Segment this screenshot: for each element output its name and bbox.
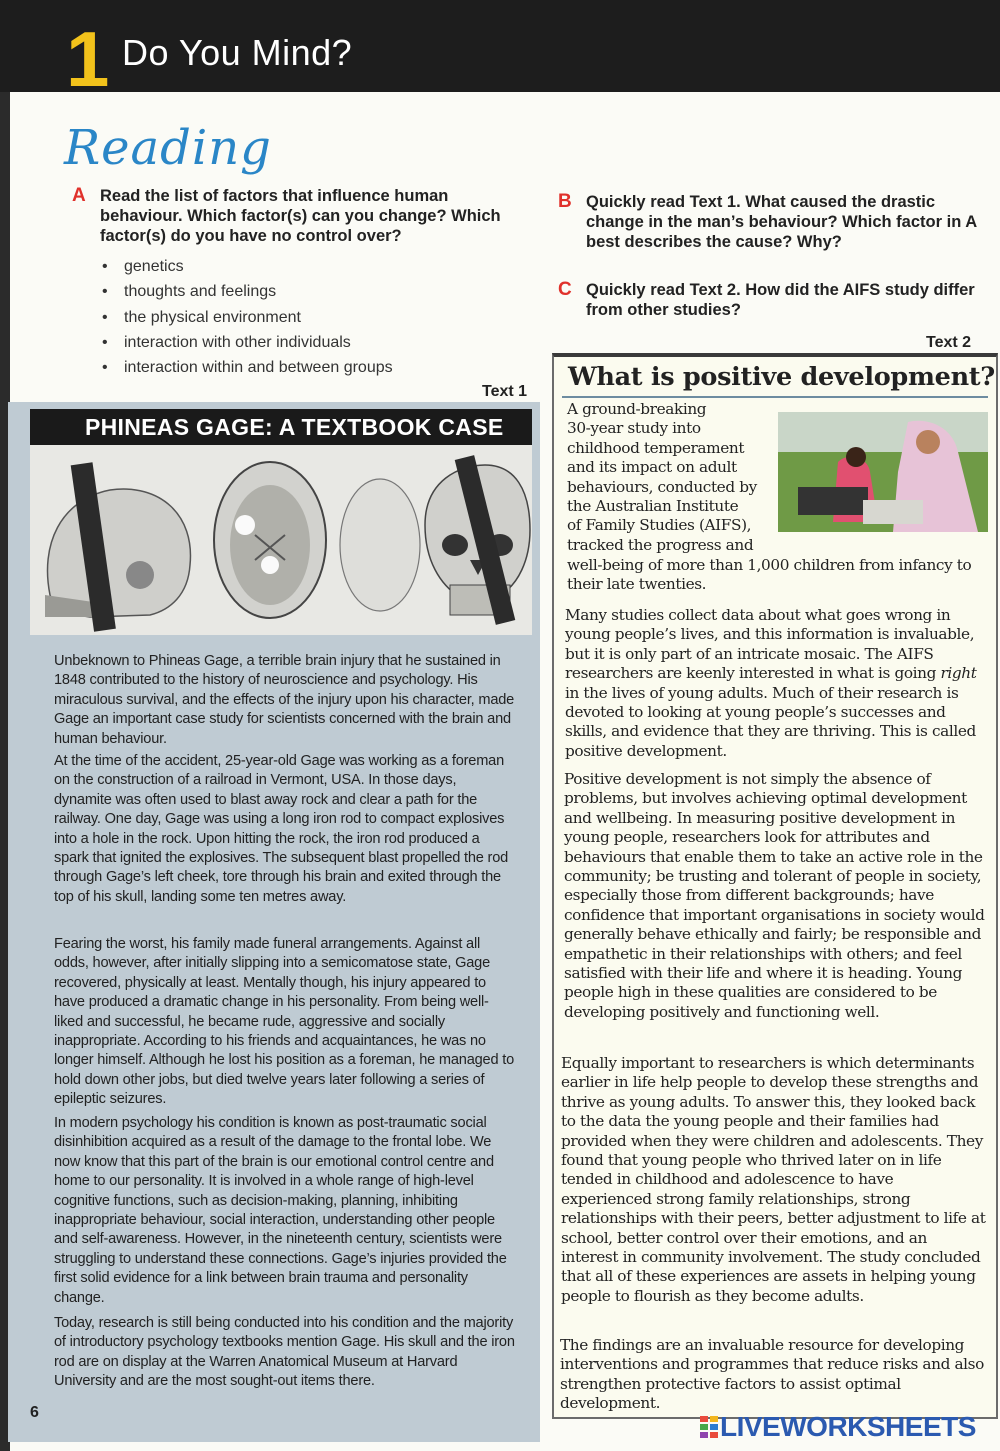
factor-list <box>100 254 393 380</box>
intro-line: of Family Studies (AIFS), <box>567 516 752 535</box>
watermark-text: LIVEWORKSHEETS <box>720 1411 976 1442</box>
emphasis: right <box>940 664 977 683</box>
page-number: 6 <box>30 1404 39 1421</box>
question-text: Quickly read Text 2. How did the AIFS study differ from other studies? <box>586 281 975 319</box>
text1-title: PHINEAS GAGE: A TEXTBOOK CASE <box>30 409 532 445</box>
skull-illustration <box>30 445 532 635</box>
text1-paragraph: Unbeknown to Phineas Gage, a terrible brain injury that he sustained in 1848 contributed to the history of neuroscience and psychology. His miraculous survival, and the effects of the injury upon his character, made Gage an important case study for scientists concerned with the brain and human behaviour. <box>54 653 515 747</box>
skull-drawings <box>30 445 532 635</box>
intro-line: tracked the progress and <box>567 535 754 554</box>
list-item: • genetics <box>100 254 393 279</box>
question-letter: B <box>558 191 572 212</box>
text1-paragraph: At the time of the accident, 25-year-old Gage was working as a foreman on the construction of a railroad in Vermont, USA. In those days, dynamite was often used to blast away rock and clear a path for the railway. One day, Gage was using a long iron rod to compact explosives into a hole in the rock. Upon hitting the rock, the iron rod produced a spark that ignited the explosives. The subsequent blast propelled the rod through Gage’s left cheek, tore through his brain and exited through the top of his skull, landing some ten metres away. <box>54 753 509 905</box>
text2-intro <box>567 400 772 555</box>
question-text: Read the list of factors that influence human behaviour. Which factor(s) can you change? Which factor(s) do you have no control over? <box>100 187 501 245</box>
intro-line: behaviours, conducted by <box>567 477 757 496</box>
intro-line: 30-year study into <box>567 419 701 438</box>
text2-paragraph <box>565 606 989 761</box>
text-run: Many studies collect data about what goes wrong in young people’s lives, and this information is invaluable, but it is only part of an intricate mosaic. The AIFS researchers are keenly interested in what is going <box>565 606 975 683</box>
chapter-number: 1 <box>66 15 110 103</box>
skull-top-view <box>214 462 326 618</box>
mother-child-photo <box>778 412 988 532</box>
question-text: Quickly read Text 1. What caused the drastic change in the man’s behaviour? Which factor in A best describes the cause? Why? <box>586 193 977 251</box>
text2-intro-rest: well-being of more than 1,000 children from infancy to their late twenties. <box>567 556 972 594</box>
title-divider <box>562 396 988 398</box>
text1-label: Text 1 <box>482 383 528 400</box>
text1-paragraph: Fearing the worst, his family made funeral arrangements. Against all odds, however, after initially slipping into a semicomatose state, Gage recovered, physically at least. Mentally though, his injury appeared to have produced a dramatic change in his personality. From being well-liked and successful, he became rude, aggressive and socially inappropriate. According to his friends and acquaintances, he was no longer himself. Although he lost his position as a foreman, he managed to hold down other jobs, but died twelve years later following a series of epileptic seizures. <box>54 936 514 1108</box>
question-letter: C <box>558 279 572 300</box>
list-item: • thoughts and feelings <box>100 279 393 304</box>
text2-paragraph: Equally important to researchers is which determinants earlier in life help people to develop these strengths and thrive as young adults. To answer this, they looked back to the data the young people and their families had provided when they were children and adolescents. They found that young people who thrived later on in life tended in childhood and adolescence to have experienced strong family relationships, strong relationships with their peers, better adjustment to life at school, better control over their emotions, and an interest in community involvement. The study concluded that all of these experiences are assets in helping young people to flourish as they become adults. <box>561 1054 986 1305</box>
intro-line: A ground-breaking <box>567 400 707 418</box>
text2-paragraph: Positive development is not simply the absence of problems, but involves achieving optimal development and wellbeing. In measuring positive development in young people, researchers look for attributes and behaviours that enable them to take an active role in the community; be trusting and tolerant of people in society, especially those from different backgrounds; have confidence that important organisations in society would generally behave ethically and fairly; be responsible and empathetic in their relationships with others; and feel satisfied with their life and where it is heading. Young people high in these qualities are considered to be developing positively and functioning well. <box>564 770 985 1021</box>
list-item: • interaction within and between groups <box>100 355 393 380</box>
photo-illustration <box>778 412 988 532</box>
text2-paragraph: The findings are an invaluable resource for developing interventions and programmes that reduce risks and also strengthen protective factors to assist optimal development. <box>560 1336 984 1413</box>
skull-cranium-view <box>340 479 420 611</box>
watermark <box>700 1410 1000 1444</box>
section-title: Reading <box>64 120 272 176</box>
text2-label: Text 2 <box>926 334 972 351</box>
list-item: • the physical environment <box>100 305 393 330</box>
text-run: in the lives of young adults. Much of their research is devoted to looking at young people’s successes and skills, and evidence that they are thriving. This is called positive development. <box>565 683 976 760</box>
question-letter: A <box>72 185 86 206</box>
text2-title: What is positive development? <box>568 362 995 392</box>
liveworksheets-logo-icon <box>700 1416 718 1438</box>
chapter-title: Do You Mind? <box>122 32 353 73</box>
intro-line: the Australian Institute <box>567 497 739 516</box>
chapter-header <box>0 0 1000 103</box>
question-a <box>72 185 530 246</box>
intro-line: childhood temperament <box>567 438 745 457</box>
question-c <box>558 279 976 320</box>
list-item: • interaction with other individuals <box>100 330 393 355</box>
question-b <box>558 191 986 252</box>
intro-line: and its impact on adult <box>567 458 737 477</box>
text1-paragraph: Today, research is still being conducted into his condition and the majority of introductory psychology textbooks mention Gage. His skull and the iron rod are on display at the Warren Anatomical Museum at Harvard University and are the most sought-out items there. <box>54 1315 515 1390</box>
text1-paragraph: In modern psychology his condition is known as post-traumatic social disinhibition acquired as a result of the damage to the frontal lobe. We now know that this part of the brain is our emotional control centre and home to our personality. It is involved in a whole range of high-level cognitive functions, such as decision-making, planning, inhibiting inappropriate behaviour, social interaction, understanding other people and self-awareness. However, in the nineteenth century, scientists were struggling to understand these connections. Gage’s injuries provided the first solid evidence for a link between brain trauma and personality change. <box>54 1115 507 1306</box>
